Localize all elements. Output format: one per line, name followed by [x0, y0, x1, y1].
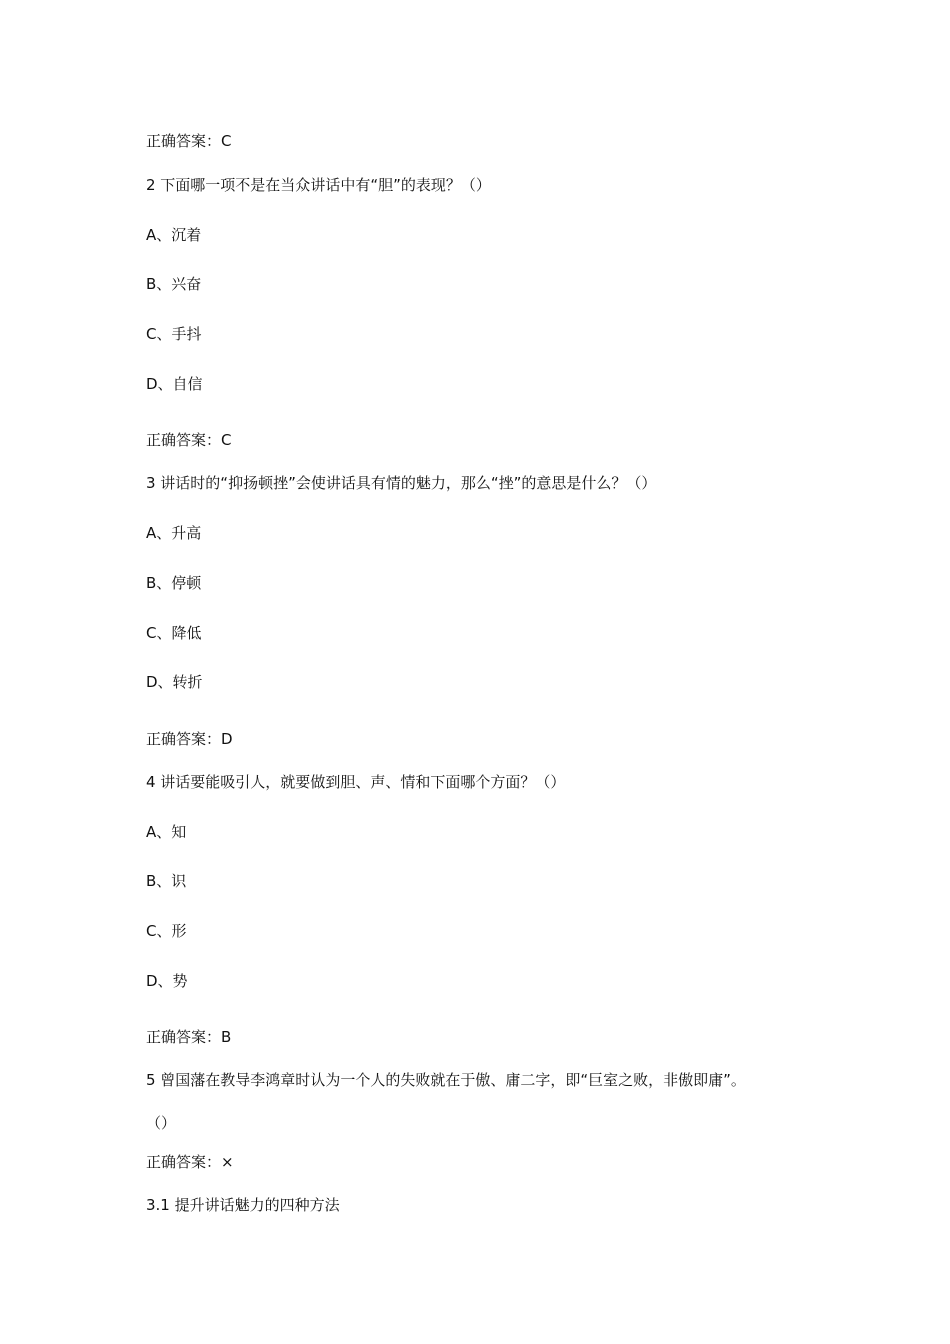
question-5-continued: （） — [146, 1114, 177, 1132]
question-2: 2 下面哪一项不是在当众讲话中有“胆”的表现？（） — [146, 176, 491, 194]
answer-line-q1: 正确答案：C — [146, 132, 232, 150]
question-3: 3 讲话时的“抑扬顿挫”会使讲话具有情的魅力，那么“挫”的意思是什么？（） — [146, 474, 657, 492]
answer-line-q3: 正确答案：D — [146, 730, 233, 748]
option-b-q3: B、停顿 — [146, 574, 202, 592]
option-b-q2: B、兴奋 — [146, 275, 202, 293]
option-a-q2: A、沉着 — [146, 226, 202, 244]
section-heading: 3.1 提升讲话魅力的四种方法 — [146, 1196, 340, 1214]
answer-line-q4: 正确答案：B — [146, 1028, 232, 1046]
option-a-q4: A、知 — [146, 823, 187, 841]
option-c-q4: C、形 — [146, 922, 187, 940]
question-5: 5 曾国藩在教导李鸿章时认为一个人的失败就在于傲、庸二字，即“巨室之败，非傲即庸”。 — [146, 1071, 746, 1089]
option-c-q3: C、降低 — [146, 624, 202, 642]
option-a-q3: A、升高 — [146, 524, 202, 542]
question-4: 4 讲话要能吸引人，就要做到胆、声、情和下面哪个方面？（） — [146, 773, 566, 791]
option-d-q4: D、势 — [146, 972, 188, 990]
option-c-q2: C、手抖 — [146, 325, 202, 343]
answer-line-q2: 正确答案：C — [146, 431, 232, 449]
option-b-q4: B、识 — [146, 872, 187, 890]
option-d-q2: D、自信 — [146, 375, 203, 393]
answer-line-q5: 正确答案：× — [146, 1153, 234, 1171]
option-d-q3: D、转折 — [146, 673, 203, 691]
